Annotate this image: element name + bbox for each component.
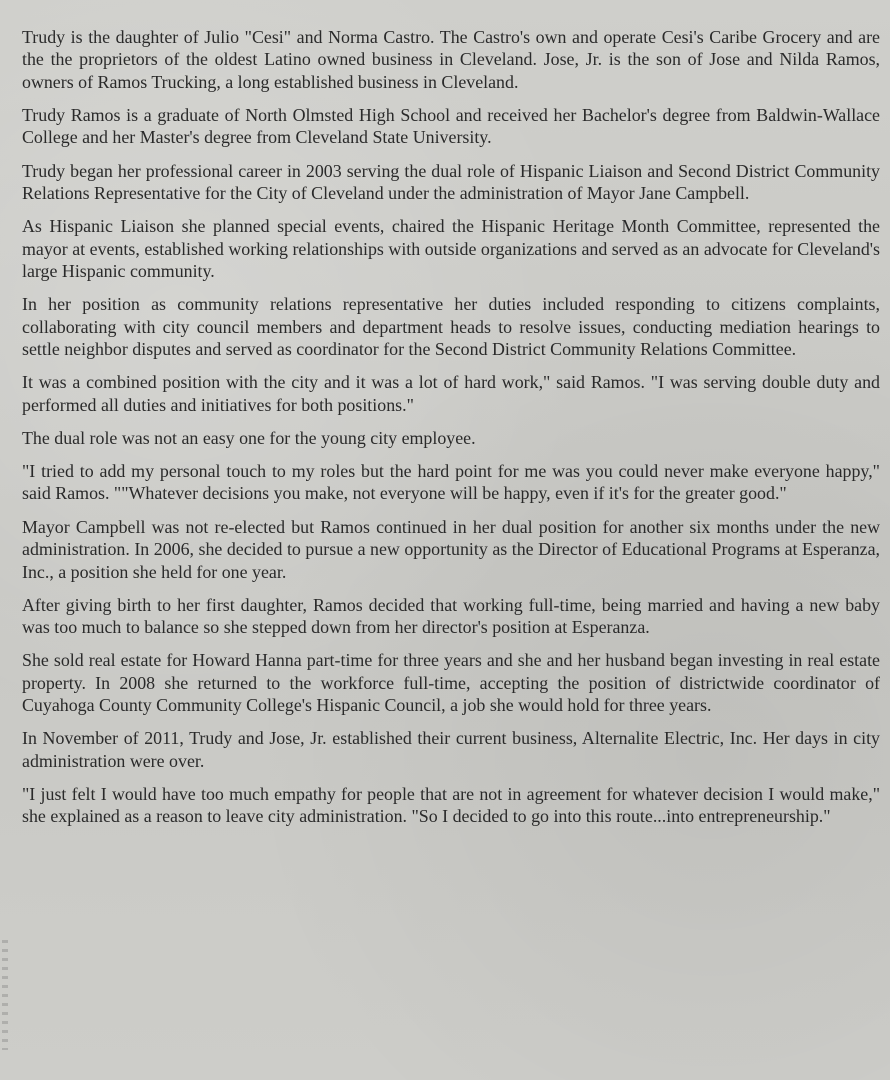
paragraph-first-daughter: After giving birth to her first daughter, Ramos decided that working full-time, being married and having a new baby was too much to balance so she stepped down from her director's position at Esperanza. [22,594,880,638]
paragraph-real-estate: She sold real estate for Howard Hanna part-time for three years and she and her husband began investing in real estate property. In 2008 she returned to the workforce full-time, accepting the position of districtwide coordinator of Cuyahoga County Community College's Hispanic Council, a job she would hold for three years. [22,650,880,716]
paragraph-hispanic-liaison: As Hispanic Liaison she planned special events, chaired the Hispanic Heritage Month Committee, represented the mayor at events, established working relationships with outside organizations and served as an advocate for Cleveland's large Hispanic community. [22,216,880,282]
paragraph-career-start: Trudy began her professional career in 2003 serving the dual role of Hispanic Liaison and Second District Community Relations Representative for the City of Cleveland under the administration of Mayor Jane Campbell. [22,160,880,204]
paragraph-dual-role: The dual role was not an easy one for the young city employee. [22,427,476,448]
paragraph-personal-touch: "I tried to add my personal touch to my roles but the hard point for me was you could never make everyone happy," said Ramos. ""Whatever decisions you make, not everyone will be happy, even if it's for the greater good." [22,461,880,504]
page-edge-perforation [2,940,8,1050]
paragraph-empathy-quote: "I just felt I would have too much empathy for people that are not in agreement for whatever decision I would make," she explained as a reason to leave city administration. "So I decided to go into this route...into entrepreneurship." [22,783,880,827]
paragraph-community-relations: In her position as community relations representative her duties included responding to citizens complaints, collaborating with city council members and department heads to resolve issues, conducting mediation hearings to settle neighbor disputes and served as coordinator for the Second District Community Relations Committee. [22,294,880,360]
paragraph-parents: Trudy is the daughter of Julio "Cesi" and Norma Castro. The Castro's own and operate Cesi's Caribe Grocery and are the the proprietors of the oldest Latino owned business in Cleveland. Jose, Jr. is the son of Jose and Nilda Ramos, owners of Ramos Trucking, a long established business in Cleveland. [22,27,880,92]
paragraph-combined-position: It was a combined position with the city and it was a lot of hard work," said Ramos. "I was serving double duty and performed all duties and initiatives for both positions." [22,372,880,415]
paragraph-campbell: Mayor Campbell was not re-elected but Ramos continued in her dual position for another six months under the new administration. In 2006, she decided to pursue a new opportunity as the Director of Educational Programs at Esperanza, Inc., a position she held for one year. [22,516,880,582]
paragraph-alternalite: In November of 2011, Trudy and Jose, Jr. established their current business, Alternalite Electric, Inc. Her days in city administration were over. [22,728,880,771]
paragraph-education: Trudy Ramos is a graduate of North Olmsted High School and received her Bachelor's degree from Baldwin-Wallace College and her Master's degree from Cleveland State University. [22,105,880,148]
